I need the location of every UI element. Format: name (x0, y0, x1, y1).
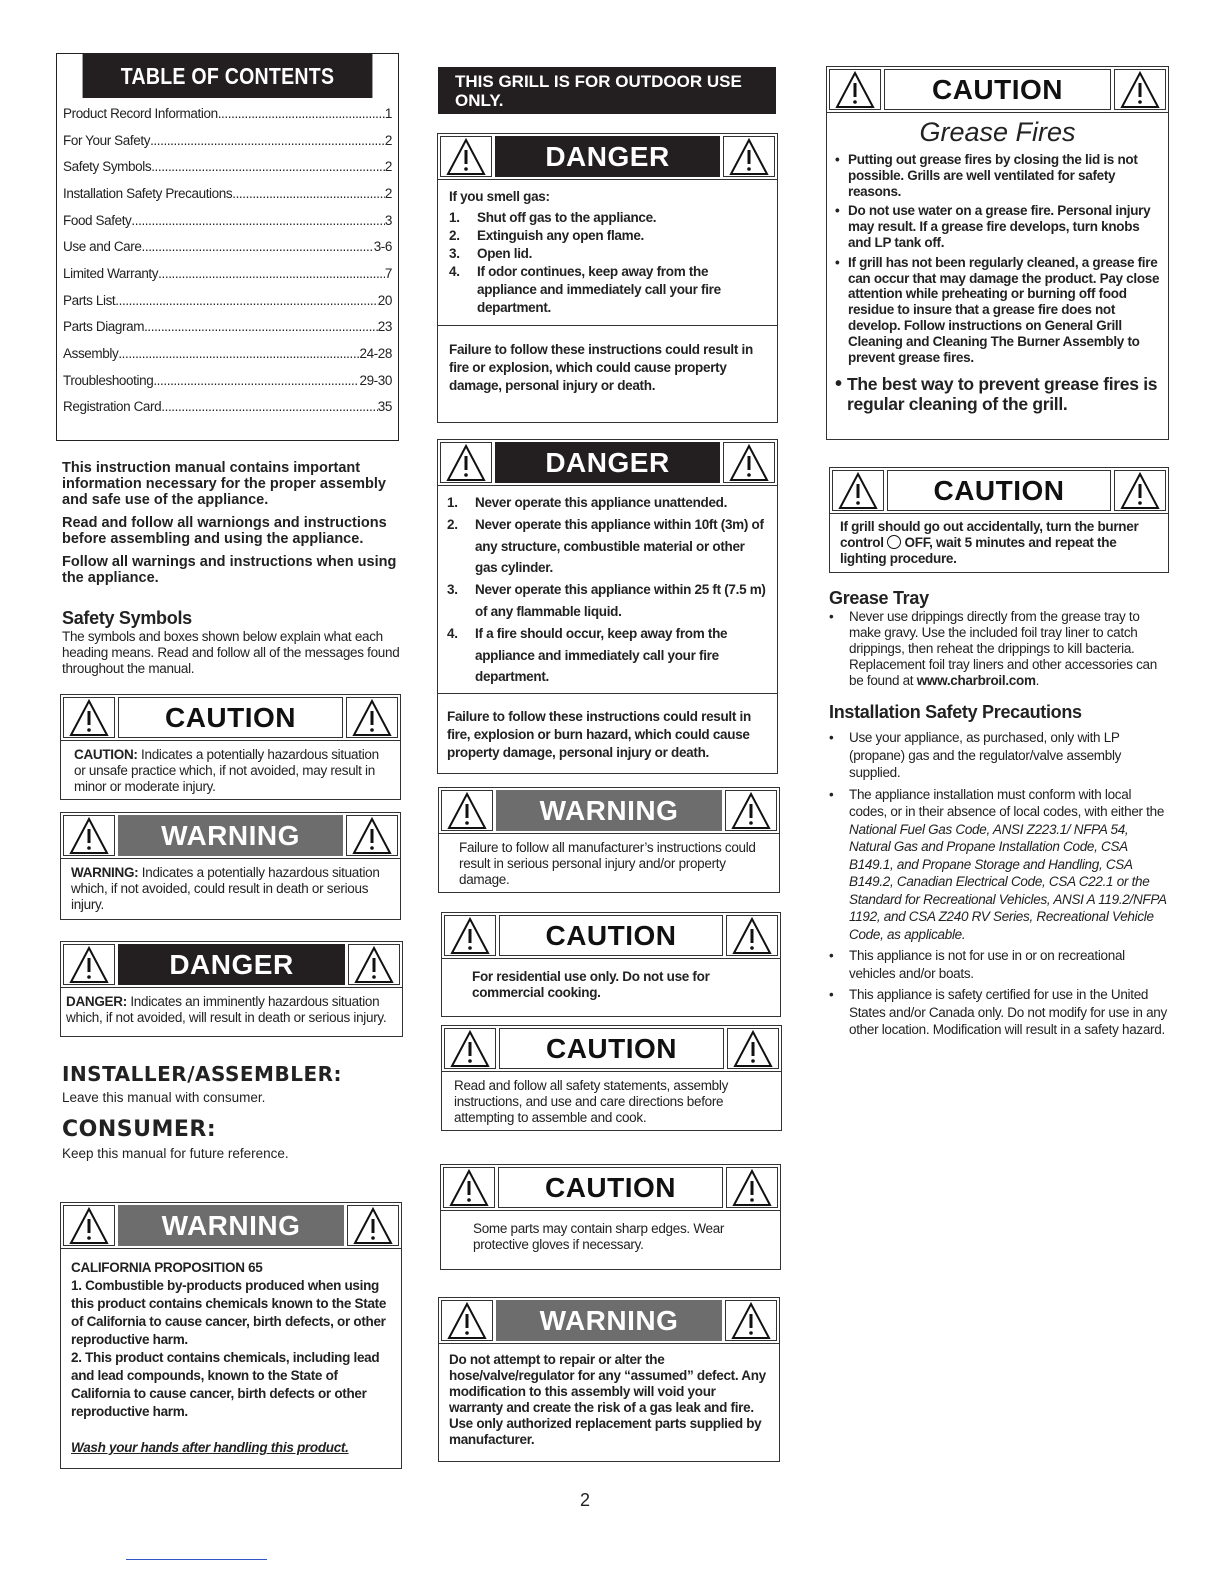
charbroil-link[interactable]: www.charbroil.com (916, 673, 1036, 688)
toc-entry-page: 35 (377, 399, 392, 415)
toc-title: TABLE OF CONTENTS (83, 54, 373, 98)
outdoor-use-banner: THIS GRILL IS FOR OUTDOOR USE ONLY. (438, 67, 776, 114)
prop65-warning-box (60, 1202, 402, 1469)
warning-triangle-icon (63, 697, 115, 738)
prop65-text (61, 1249, 401, 1457)
toc-entry-page: 20 (377, 292, 392, 308)
list-item (449, 227, 767, 245)
installation-list (829, 729, 1169, 1039)
caution-residential-text: For residential use only. Do not use for commercial cooking. (472, 969, 710, 1000)
toc-entry-title: Registration Card (63, 399, 162, 415)
toc-leader (232, 186, 385, 201)
warning-triangle-icon (829, 69, 881, 110)
installer-section (62, 1062, 402, 1105)
step-number: 3. (447, 582, 458, 598)
footer-rule (126, 1559, 267, 1560)
warning-triangle-icon (63, 1205, 115, 1246)
toc-entry-page: 3 (384, 212, 392, 228)
toc-entry-title: Parts List (63, 292, 116, 308)
list-item: • Use your appliance, as purchased, only with LP (propane) gas and the regulator/valve assembly supplied. (829, 729, 1169, 782)
danger-symbol-text (61, 988, 402, 1032)
list-item: • This appliance is not for use in or on recreational vehicles and/or boats. (829, 947, 1169, 982)
grease-tray-list (829, 609, 1169, 689)
warning-triangle-icon (441, 1300, 493, 1341)
danger-gas-footer: Failure to follow these instructions could result in fire or explosion, which could cause property damage, personal injury or death. (449, 342, 753, 393)
warning-hose-box (438, 1297, 780, 1462)
caution-edges-text: Some parts may contain sharp edges. Wear protective gloves if necessary. (473, 1221, 725, 1252)
list-item (449, 263, 767, 317)
toc-leader (144, 319, 378, 334)
caution-edges-box (440, 1164, 781, 1270)
step-text: Extinguish any open flame. (477, 228, 644, 243)
warning-triangle-icon (346, 815, 398, 856)
step-text: Never operate this appliance within 25 ft (7.5 m) of any flammable liquid. (475, 582, 766, 619)
list-item (447, 579, 767, 623)
toc-leader (118, 346, 359, 361)
toc-entry-page: 23 (377, 319, 392, 335)
danger-operation-steps (447, 492, 767, 688)
toc-entry-title: Product Record Information (63, 105, 218, 121)
toc-entry-title: Food Safety (63, 212, 132, 228)
step-number: 2. (447, 516, 458, 532)
toc-leader (131, 213, 384, 228)
warning-triangle-icon (348, 944, 400, 985)
toc-row[interactable] (63, 340, 392, 367)
toc-leader (158, 266, 385, 281)
list-item: • Putting out grease fires by closing the lid is not possible. Grills are well ventilated for safety reasons. (835, 152, 1164, 199)
toc-entry-page: 24-28 (359, 346, 392, 362)
toc-entry-page: 7 (384, 265, 392, 281)
caution-label: CAUTION (887, 470, 1111, 511)
installer-title: INSTALLER/ASSEMBLER: (62, 1062, 343, 1086)
warning-triangle-icon (723, 136, 775, 177)
step-number: 4. (449, 264, 460, 279)
intro-text (62, 460, 402, 586)
warning-label: WARNING (118, 1205, 344, 1246)
toc-row[interactable] (63, 100, 392, 127)
grease-fire-item: If grill has not been regularly cleaned, a grease fire can occur that may damage the product. Pay close attention while preheating or burning off food residue to insure that a grease fire does not develop. Follow instructions on General Grill Cleaning and Cleaning The Burner Assembly to prevent grease fires. (848, 254, 1160, 365)
install-item-4: This appliance is safety certified for use in the United States and/or Canada only. Do not modify for use in any other location. Modification will result in a safety hazard. (849, 987, 1167, 1037)
list-item (447, 623, 767, 688)
danger-gas-lead: If you smell gas: (449, 189, 550, 204)
caution-symbol-desc: Indicates a potentially hazardous situation or unsafe practice which, if not avoided, may result in minor or moderate injury. (74, 747, 379, 794)
intro-p3: Follow all warnings and instructions when using the appliance. (62, 554, 397, 586)
intro-p1: This instruction manual contains important information necessary for the proper assembly and safe use of the appliance. (62, 460, 386, 508)
grease-tray-text: Never use drippings directly from the grease tray to make gravy. Use the included foil tray liner to catch drippings, then reheat the drippings to kill bacteria. Replacement foil tray liners and other accessories can be found at (849, 609, 1157, 688)
warning-symbol-label: WARNING: (71, 865, 139, 880)
caution-burner-text-a: If grill should go out accidentally, turn the burner control (840, 519, 1139, 550)
caution-label: CAUTION (118, 697, 343, 738)
installer-text: Leave this manual with consumer. (62, 1090, 266, 1105)
step-number: 1. (449, 210, 460, 225)
warning-symbol-text (61, 859, 400, 919)
step-text: Never operate this appliance unattended. (475, 495, 728, 510)
grease-fire-item: Putting out grease fires by closing the lid is not possible. Grills are well ventilated for safety reasons. (848, 152, 1138, 199)
warning-symbol-box (60, 812, 401, 920)
warning-triangle-icon (1114, 69, 1166, 110)
prop65-title: CALIFORNIA PROPOSITION 65 (71, 1260, 263, 1275)
safety-symbols-section (62, 608, 407, 677)
warning-triangle-icon (727, 1028, 779, 1069)
toc-leader (115, 293, 378, 308)
toc-row[interactable] (63, 233, 392, 260)
install-item-3: This appliance is not for use in or on recreational vehicles and/or boats. (849, 948, 1125, 981)
warning-triangle-icon (444, 915, 496, 956)
warning-triangle-icon (440, 136, 492, 177)
step-text: Open lid. (477, 246, 533, 261)
grease-tray-end: . (1035, 673, 1040, 688)
caution-label: CAUTION (499, 915, 723, 956)
warning-triangle-icon (346, 697, 398, 738)
danger-operation-body (438, 486, 777, 762)
toc-entry-page: 2 (384, 132, 392, 148)
list-item: • If grill has not been regularly cleaned, a grease fire can occur that may damage the product. Pay close attention while preheating or burning off food residue to insure that a grease fire does not develop. Follow instructions on General Grill Cleaning and Cleaning The Burner Assembly to prevent grease fires. (835, 255, 1164, 366)
danger-gas-steps (449, 209, 767, 317)
consumer-title: CONSUMER: (62, 1117, 217, 1142)
danger-operation-footer: Failure to follow these instructions could result in fire, explosion or burn hazard, which could cause property damage, personal injury or death. (447, 709, 751, 761)
installation-precautions-section (829, 702, 1169, 1039)
list-item: • The appliance installation must conform with local codes, or in their absence of local codes, with either the National Fuel Gas Code, ANSI Z223.1/ NFPA 54, Natural Gas and Propane Installation Code, CSA B149.1, and Propane Storage and Handling, CSA B149.2, Canadian Electrical Code, CSA C22.1 or the Standard for Recreational Vehicles, ANSI A 119.2/NFPA 1192, and CSA Z240 RV Series, Recreational Vehicle Code, as applicable. (829, 786, 1167, 942)
prop65-footer: Wash your hands after handling this product. (71, 1440, 349, 1455)
toc-entry-title: Parts Diagram (63, 319, 145, 335)
list-item: • Do not use water on a grease fire. Personal injury may result. If a grease fire develops, turn knobs and LP tank off. (835, 203, 1164, 250)
warning-triangle-icon (726, 915, 778, 956)
prop65-p2: 2. This product contains chemicals, including lead and lead compounds, known to the State of California to cause cancer, birth defects or other reproductive harm. (71, 1350, 380, 1419)
toc-row[interactable] (63, 127, 392, 154)
grease-fires-title: Grease Fires (919, 117, 1076, 147)
list-item: • This appliance is safety certified for use in the United States and/or Canada only. Do not modify for use in any other location. Modification will result in a safety hazard. (829, 986, 1169, 1039)
toc-list (57, 98, 398, 420)
toc-leader (151, 159, 385, 174)
toc-row[interactable] (63, 153, 392, 180)
danger-symbol-box (60, 941, 403, 1037)
grease-fires-list (827, 148, 1168, 365)
warning-label: WARNING (496, 790, 722, 831)
page-number: 2 (579, 1490, 590, 1510)
list-item (447, 492, 767, 514)
caution-burner-text-b: OFF, wait 5 minutes and repeat the lighting procedure. (840, 535, 1117, 566)
warning-label: WARNING (118, 815, 343, 856)
warning-symbol-desc: Indicates a potentially hazardous situation which, if not avoided, could result in death or serious injury. (71, 865, 380, 912)
warning-manufacturer-text: Failure to follow all manufacturer’s instructions could result in serious personal injury and/or property damage. (459, 840, 756, 887)
grease-fire-item: Do not use water on a grease fire. Personal injury may result. If a grease fire develops, turn knobs and LP tank off. (848, 203, 1151, 250)
warning-triangle-icon (443, 1167, 495, 1208)
toc-entry-title: For Your Safety (63, 132, 151, 148)
grease-fires-tip: • The best way to prevent grease fires is regular cleaning of the grill. (827, 369, 1168, 414)
install-item-2a: The appliance installation must conform with local codes, or in their absence of local codes, with either the (849, 786, 1165, 819)
step-number: 3. (449, 246, 460, 261)
grease-tray-title: Grease Tray (829, 588, 929, 608)
caution-symbol-box (60, 694, 401, 800)
step-text: If a fire should occur, keep away from the appliance and immediately call your fire department. (475, 625, 728, 685)
danger-gas-body (438, 180, 777, 395)
list-item: • Never use drippings directly from the grease tray to make gravy. Use the included foil tray liner to catch drippings, then reheat the drippings to kill bacteria. Replacement foil tray liners and other accessories can be found at www.charbroil.com. (829, 609, 1157, 688)
toc-entry-page: 1 (384, 105, 392, 121)
grease-tray-section (829, 588, 1169, 689)
warning-triangle-icon (347, 1205, 399, 1246)
warning-triangle-icon (832, 470, 884, 511)
toc-entry-page: 3-6 (373, 239, 392, 255)
caution-symbol-label: CAUTION: (74, 747, 138, 762)
prop65-p1: 1. Combustible by-products produced when using this product contains chemicals known to the State of California to cause cancer, birth defects, or other reproductive harm. (71, 1278, 387, 1347)
toc-row[interactable] (63, 314, 392, 341)
danger-label: DANGER (495, 136, 720, 177)
warning-triangle-icon (441, 790, 493, 831)
safety-symbols-text: The symbols and boxes shown below explain what each heading means. Read and follow all of the messages found throughout the manual. (62, 629, 400, 676)
warning-manufacturer-box (438, 787, 780, 893)
warning-triangle-icon (723, 442, 775, 483)
toc-leader (218, 106, 385, 121)
warning-triangle-icon (1114, 470, 1166, 511)
grease-fires-tip-text: The best way to prevent grease fires is regular cleaning of the grill. (847, 374, 1158, 415)
install-item-1: Use your appliance, as purchased, only with LP (propane) gas and the regulator/valve assembly supplied. (849, 730, 1122, 780)
step-number: 1. (447, 495, 458, 510)
warning-triangle-icon (444, 1028, 496, 1069)
list-item (449, 209, 767, 227)
toc-row[interactable] (63, 367, 392, 394)
warning-hose-text: Do not attempt to repair or alter the hose/valve/regulator for any “assumed” defect. Any modification to this assembly will void your warranty and create the risk of a gas leak and fire. Use only authorized replacement parts supplied by manufacturer. (449, 1352, 766, 1447)
step-number: 2. (449, 228, 460, 243)
step-number: 4. (447, 625, 458, 641)
toc-entry-page: 29-30 (359, 372, 392, 388)
caution-label: CAUTION (499, 1028, 724, 1069)
installation-precautions-title: Installation Safety Precautions (829, 702, 1082, 722)
consumer-section (62, 1117, 402, 1161)
warning-triangle-icon (63, 815, 115, 856)
warning-label: WARNING (496, 1300, 722, 1341)
warning-triangle-icon (725, 790, 777, 831)
danger-label: DANGER (118, 944, 345, 985)
warning-triangle-icon (63, 944, 115, 985)
toc-row[interactable] (63, 260, 392, 287)
consumer-text: Keep this manual for future reference. (62, 1146, 289, 1161)
warning-triangle-icon (726, 1167, 778, 1208)
danger-symbol-label: DANGER: (66, 994, 127, 1009)
toc-entry-title: Installation Safety Precautions (63, 185, 233, 201)
warning-triangle-icon (725, 1300, 777, 1341)
safety-symbols-title: Safety Symbols (62, 608, 192, 628)
off-circle-icon (887, 535, 901, 549)
caution-symbol-text (61, 741, 400, 801)
caution-burner-text (830, 514, 1168, 572)
toc-entry-page: 2 (384, 159, 392, 175)
toc-row[interactable] (63, 207, 392, 234)
toc-leader (161, 399, 378, 414)
caution-grease-fires-box (826, 66, 1169, 440)
caution-residential-box (441, 912, 781, 1017)
list-item (449, 245, 767, 263)
caution-read-box (441, 1025, 782, 1131)
toc-row[interactable] (63, 180, 392, 207)
caution-burner-box (829, 467, 1169, 573)
toc-entry-title: Limited Warranty (63, 265, 159, 281)
toc-row[interactable] (63, 394, 392, 421)
caution-label: CAUTION (498, 1167, 723, 1208)
step-text: Never operate this appliance within 10ft (3m) of any structure, combustible material or other gas cylinder. (475, 516, 764, 576)
install-item-2b: National Fuel Gas Code, ANSI Z223.1/ NFPA 54, Natural Gas and Propane Installation Code, CSA B149.1, and Propane Storage and Handling, CSA B149.2, Canadian Electrical Code, CSA C22.1 or the Standard for Recreational Vehicles, ANSI A 119.2/NFPA 1192, and CSA Z240 RV Series, Recreational Vehicle Code, as applicable. (849, 821, 1167, 942)
danger-operation-box (437, 439, 778, 774)
toc-entry-title: Troubleshooting (63, 372, 154, 388)
toc-leader (150, 133, 385, 148)
toc-entry-page: 2 (384, 185, 392, 201)
caution-read-text: Read and follow all safety statements, assembly instructions, and use and care directions before attempting to assemble and cook. (454, 1078, 729, 1125)
toc-entry-title: Safety Symbols (63, 159, 152, 175)
step-text: If odor continues, keep away from the appliance and immediately call your fire department. (477, 264, 721, 315)
toc-leader (153, 373, 359, 388)
danger-symbol-desc: Indicates an imminently hazardous situation which, if not avoided, will result in death or serious injury. (66, 994, 387, 1025)
table-of-contents (56, 53, 399, 441)
intro-p2: Read and follow all warniongs and instructions before assembling and using the appliance. (62, 515, 387, 547)
danger-label: DANGER (495, 442, 720, 483)
toc-leader (142, 239, 374, 254)
danger-gas-box (437, 133, 778, 423)
list-item (447, 514, 767, 579)
toc-entry-title: Use and Care (63, 239, 142, 255)
step-text: Shut off gas to the appliance. (477, 210, 657, 225)
toc-row[interactable] (63, 287, 392, 314)
toc-entry-title: Assembly (63, 346, 119, 362)
warning-triangle-icon (440, 442, 492, 483)
caution-label: CAUTION (884, 69, 1111, 110)
